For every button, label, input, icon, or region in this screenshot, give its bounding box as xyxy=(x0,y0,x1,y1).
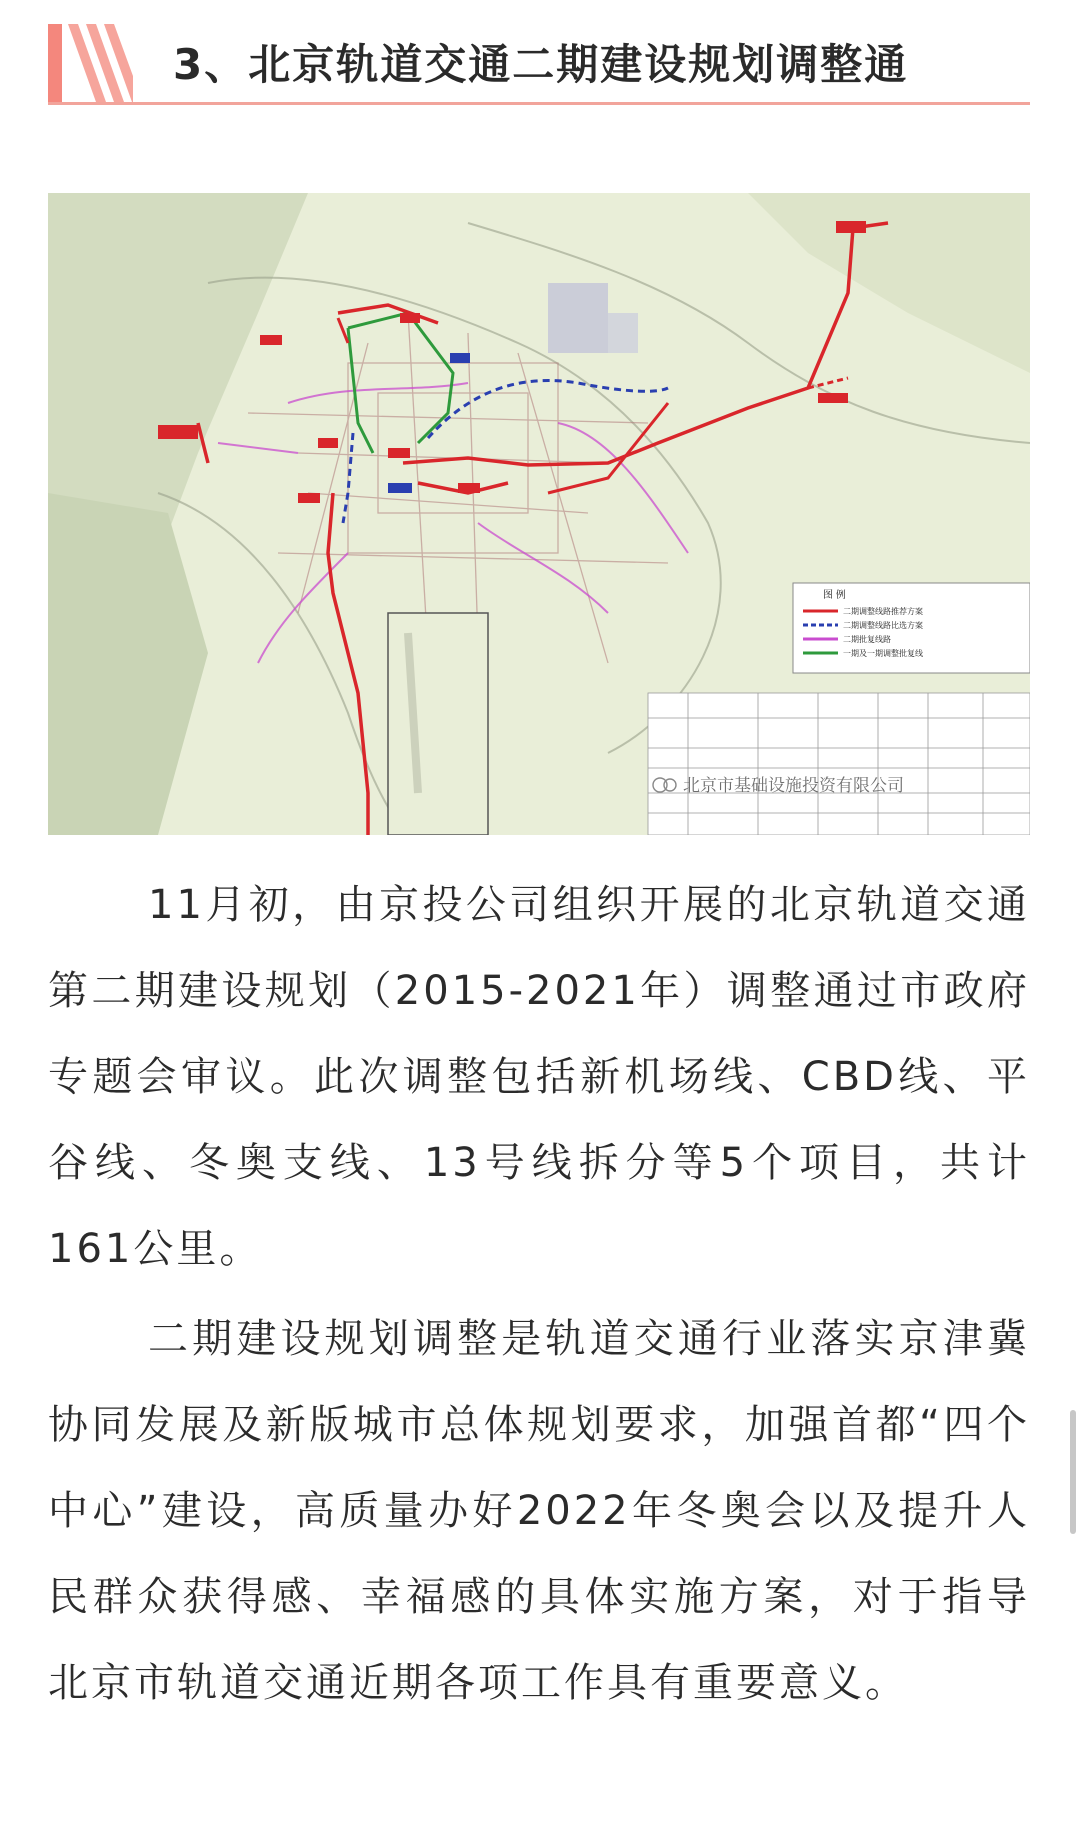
map-watermark xyxy=(653,775,904,795)
map-legend-title: 图 例 xyxy=(823,590,846,601)
map-legend-item: 二期调整线路推荐方案 xyxy=(843,607,923,616)
rail-plan-map-image xyxy=(48,193,1030,835)
header-stripes-decoration xyxy=(48,24,133,102)
map-legend-item: 二期批复线路 xyxy=(843,635,891,644)
map-legend-item: 二期调整线路比选方案 xyxy=(843,621,923,630)
article-paragraph: 11月初，由京投公司组织开展的北京轨道交通第二期建设规划（2015-2021年）调整通过市政府专题会审议。此次调整包括新机场线、CBD线、平谷线、冬奥支线、13号线拆分等5个项目，共计161公里。 xyxy=(48,882,1030,1272)
article-paragraph: 二期建设规划调整是轨道交通行业落实京津冀协同发展及新版城市总体规划要求，加强首都“四个中心”建设，高质量办好2022年冬奥会以及提升人民群众获得感、幸福感的具体实施方案，对于指导北京市轨道交通近期各项工作具有重要意义。 xyxy=(48,1316,1030,1706)
header-divider xyxy=(48,102,1030,105)
map-legend xyxy=(793,583,1030,673)
section-title: 3、北京轨道交通二期建设规划调整通 xyxy=(173,40,909,89)
article-body xyxy=(48,862,1030,1730)
map-legend-item: 一期及一期调整批复线 xyxy=(843,649,923,658)
section-header xyxy=(48,18,1030,106)
map-data-table xyxy=(648,693,1030,835)
scrollbar[interactable] xyxy=(1070,1410,1076,1534)
svg-text:北京市基础设施投资有限公司: 北京市基础设施投资有限公司 xyxy=(683,776,904,795)
